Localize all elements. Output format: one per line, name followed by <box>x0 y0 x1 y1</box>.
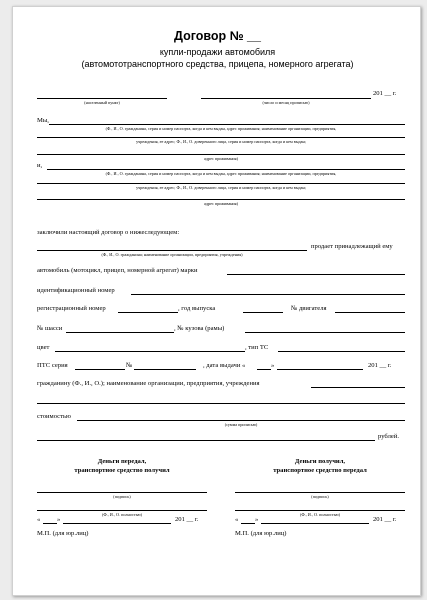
right-name-field[interactable] <box>235 510 405 511</box>
cost-words-field[interactable] <box>37 440 375 441</box>
issue-year: 201 __ г. <box>368 362 392 369</box>
sells-own-text: продает принадлежащий ему <box>311 243 393 250</box>
chassis-field[interactable] <box>66 332 174 333</box>
party1-caption-2: учреждения, ее адрес; Ф., И., О. доверенного лица, серия и номер паспорта, когда и кем выдан; <box>136 139 306 144</box>
party2-field-1[interactable] <box>47 169 405 170</box>
left-year: 201 __ г. <box>175 516 199 523</box>
id-number-field[interactable] <box>131 294 405 295</box>
party2-field-3[interactable] <box>37 199 405 200</box>
issue-day-field[interactable] <box>257 369 271 370</box>
buyer-field-1[interactable] <box>311 387 405 388</box>
party1-field-2[interactable] <box>37 137 405 138</box>
currency-label: рублей. <box>378 433 400 440</box>
pts-series-field[interactable] <box>75 369 125 370</box>
party1-caption-1: (Ф., И., О. гражданина, серия и номер паспорта, когда и кем выдан, адрес проживания; наименование организации, предприятия, <box>105 126 337 131</box>
agreement-text: заключили настоящий договор о нижеследующем: <box>37 229 180 236</box>
issue-month-field[interactable] <box>277 369 363 370</box>
party1-prefix: Мы, <box>37 117 49 124</box>
vehicle-brand-field[interactable] <box>227 274 405 275</box>
seller-caption: (Ф., И., О. гражданина; наименование организации, предприятия, учреждения) <box>101 252 243 257</box>
id-number-label: идентификационный номер <box>37 287 115 294</box>
party2-field-2[interactable] <box>37 183 405 184</box>
right-heading-2: транспортное средство передал <box>273 467 367 474</box>
date-field[interactable] <box>201 98 371 99</box>
issue-date-label: , дата выдачи « <box>203 362 246 369</box>
color-field[interactable] <box>55 351 245 352</box>
cost-label: стоимостью <box>37 413 71 420</box>
left-heading-2: транспортное средство получил <box>74 467 170 474</box>
document-subtitle: купли-продажи автомобиля <box>159 47 276 57</box>
contract-page <box>12 6 421 596</box>
left-signature-caption: (подпись) <box>113 494 131 499</box>
right-signature-caption: (подпись) <box>311 494 329 499</box>
engine-label: № двигателя <box>291 305 327 312</box>
place-field[interactable] <box>37 98 167 99</box>
pts-number-field[interactable] <box>134 369 196 370</box>
cost-caption: (сумма прописью) <box>224 422 258 427</box>
left-heading-1: Деньги передал, <box>97 458 147 465</box>
document-title: Договор № __ <box>174 29 261 43</box>
party2-prefix: и, <box>37 162 43 169</box>
left-date-open: « <box>37 516 41 523</box>
party1-caption-3: адрес проживания) <box>204 156 238 161</box>
right-date-open: « <box>235 516 239 523</box>
contract-year: 201 __ г. <box>373 90 397 97</box>
seller-field[interactable] <box>37 250 307 251</box>
party1-field-3[interactable] <box>37 154 405 155</box>
body-label: , № кузова (рамы) <box>174 325 225 332</box>
body-field[interactable] <box>245 332 405 333</box>
left-name-field[interactable] <box>37 510 207 511</box>
party1-field-1[interactable] <box>49 124 405 125</box>
left-day-field[interactable] <box>43 523 57 524</box>
date-caption: (число и месяц прописью) <box>262 100 310 105</box>
cost-field[interactable] <box>77 420 405 421</box>
engine-field[interactable] <box>335 312 405 313</box>
place-caption: (населенный пункт) <box>84 100 120 105</box>
chassis-label: № шасси <box>37 325 63 332</box>
left-signature-field[interactable] <box>37 492 207 493</box>
pts-number-sign: № <box>126 362 133 369</box>
left-stamp: М.П. (для юр.лиц) <box>37 530 89 537</box>
reg-number-field[interactable] <box>118 312 178 313</box>
right-heading-1: Деньги получил, <box>294 458 346 465</box>
right-day-field[interactable] <box>241 523 255 524</box>
right-signature-field[interactable] <box>235 492 405 493</box>
right-month-field[interactable] <box>261 523 369 524</box>
buyer-field-2[interactable] <box>37 403 405 404</box>
document-subtitle-vehicle-types: (автомототранспортного средства, прицепа, номерного агрегата) <box>81 59 354 69</box>
vehicle-brand-label: автомобиль (мотоцикл, прицеп, номерной агрегат) марки <box>37 267 198 274</box>
color-label: цвет <box>37 344 50 351</box>
vehicle-type-field[interactable] <box>278 351 405 352</box>
left-name-caption: (Ф., И., О. полностью) <box>101 512 143 517</box>
buyer-label: гражданину (Ф., И., О.); наименование организации, предприятия, учреждения <box>37 380 260 387</box>
issue-date-close: » <box>271 362 275 369</box>
right-date-close: » <box>255 516 259 523</box>
year-field[interactable] <box>243 312 283 313</box>
right-name-caption: (Ф., И., О. полностью) <box>299 512 341 517</box>
reg-number-label: регистрационный номер <box>37 305 106 312</box>
party2-caption-3: адрес проживания) <box>204 201 238 206</box>
party2-caption-2: учреждения, ее адрес; Ф., И., О. доверенного лица, серия и номер паспорта, когда и кем выдан; <box>136 185 306 190</box>
pts-series-label: ПТС серия <box>37 362 68 369</box>
vehicle-type-label: , тип ТС <box>245 344 269 351</box>
right-year: 201 __ г. <box>373 516 397 523</box>
right-stamp: М.П. (для юр.лиц) <box>235 530 287 537</box>
left-month-field[interactable] <box>63 523 171 524</box>
left-date-close: » <box>57 516 61 523</box>
year-label: , год выпуска <box>178 305 216 312</box>
party2-caption-1: (Ф., И., О. гражданина, серия и номер паспорта, когда и кем выдан, адрес проживания; наименование организации, предприятия, <box>105 171 337 176</box>
